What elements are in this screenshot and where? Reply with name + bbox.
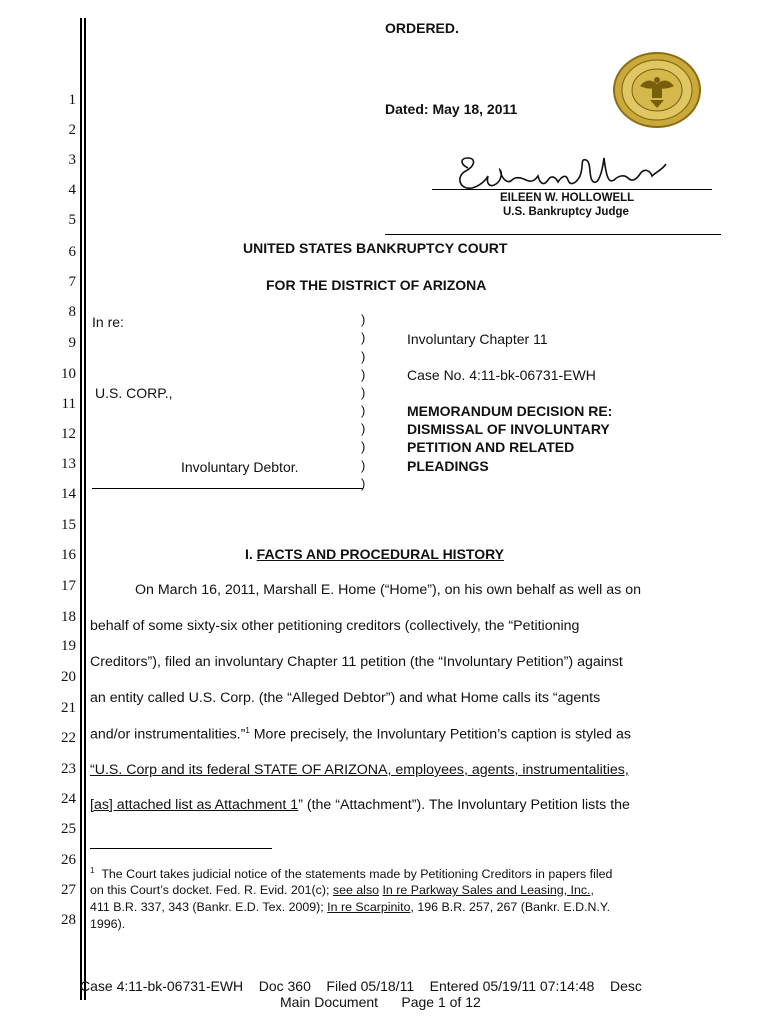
footnote-line bbox=[90, 900, 610, 914]
footnote-line bbox=[90, 866, 612, 881]
line-number: 23 bbox=[61, 761, 76, 777]
body-line: Creditors”), filed an involuntary Chapter 11 petition (the “Involuntary Petition”) against bbox=[90, 654, 623, 670]
caption-debtor-role: Involuntary Debtor. bbox=[181, 459, 299, 475]
line-number: 11 bbox=[61, 396, 76, 412]
caption-debtor: U.S. CORP., bbox=[95, 385, 173, 401]
judge-title: U.S. Bankruptcy Judge bbox=[503, 206, 629, 218]
line-number: 24 bbox=[61, 791, 76, 807]
court-district: FOR THE DISTRICT OF ARIZONA bbox=[266, 277, 487, 293]
line-number: 28 bbox=[61, 912, 76, 928]
footnote-text: The Court takes judicial notice of the statements made by Petitioning Creditors in papers filed bbox=[101, 867, 613, 882]
filing-stamp-line: Case 4:11-bk-06731-EWH Doc 360 Filed 05/18/11 Entered 05/19/11 07:14:48 Desc bbox=[80, 978, 642, 994]
footnote-line bbox=[90, 883, 594, 897]
line-number: 2 bbox=[68, 122, 76, 138]
ordered-label: ORDERED. bbox=[385, 20, 459, 36]
caption-paren: ) bbox=[361, 458, 366, 473]
caption-in-re: In re: bbox=[92, 314, 124, 330]
footnote-text: on this Court’s docket. Fed. R. Evid. 201(c); bbox=[90, 883, 333, 897]
caption-chapter: Involuntary Chapter 11 bbox=[407, 331, 548, 347]
caption-paren: ) bbox=[361, 312, 366, 327]
footnote-rule bbox=[90, 848, 272, 849]
margin-rule-outer bbox=[80, 18, 82, 1000]
footnote-citation: In re Parkway Sales and Leasing, Inc. bbox=[382, 883, 591, 897]
footnote-text: 411 B.R. 337, 343 (Bankr. E.D. Tex. 2009); bbox=[90, 900, 328, 914]
section-number: I. bbox=[245, 546, 257, 562]
footnote-text: , bbox=[590, 883, 594, 897]
line-number: 18 bbox=[61, 609, 76, 625]
caption-case-number: Case No. 4:11-bk-06731-EWH bbox=[407, 367, 596, 383]
body-text: ” (the “Attachment”). The Involuntary Petition lists the bbox=[298, 797, 630, 813]
caption-title-line: PLEADINGS bbox=[407, 458, 489, 474]
line-number: 27 bbox=[61, 882, 76, 898]
line-number: 8 bbox=[68, 304, 76, 320]
judge-signature-icon bbox=[456, 150, 686, 198]
body-line bbox=[90, 726, 631, 743]
line-number: 4 bbox=[68, 182, 76, 198]
body-line: “U.S. Corp and its federal STATE OF ARIZONA, employees, agents, instrumentalities, bbox=[90, 762, 629, 778]
line-number: 7 bbox=[68, 274, 76, 290]
header-rule bbox=[385, 234, 721, 235]
body-line bbox=[90, 797, 630, 813]
line-number: 16 bbox=[61, 547, 76, 563]
court-name: UNITED STATES BANKRUPTCY COURT bbox=[243, 240, 508, 256]
caption-rule bbox=[92, 488, 363, 489]
caption-paren: ) bbox=[361, 439, 366, 454]
dated-line: Dated: May 18, 2011 bbox=[385, 101, 518, 117]
caption-paren: ) bbox=[361, 367, 366, 382]
body-text: and/or instrumentalities.” bbox=[90, 726, 246, 743]
line-number: 19 bbox=[61, 638, 76, 654]
filing-stamp-page: Main Document Page 1 of 12 bbox=[280, 994, 481, 1010]
body-text: More precisely, the Involuntary Petition’s caption is styled as bbox=[249, 726, 631, 743]
caption-paren: ) bbox=[361, 403, 366, 418]
line-number: 14 bbox=[61, 486, 76, 502]
caption-title-line: PETITION AND RELATED bbox=[407, 439, 575, 455]
caption-paren: ) bbox=[361, 385, 366, 400]
line-number: 12 bbox=[61, 426, 76, 442]
line-number: 6 bbox=[68, 244, 76, 260]
footnote-text: , 196 B.R. 257, 267 (Bankr. E.D.N.Y. bbox=[410, 900, 611, 914]
line-number: 13 bbox=[61, 456, 76, 472]
line-number: 3 bbox=[68, 152, 76, 168]
line-number: 22 bbox=[61, 730, 76, 746]
caption-title-line: DISMISSAL OF INVOLUNTARY bbox=[407, 421, 610, 437]
body-line: behalf of some sixty-six other petitioning creditors (collectively, the “Petitioning bbox=[90, 618, 580, 634]
judge-name: EILEEN W. HOLLOWELL bbox=[500, 192, 635, 204]
line-number: 9 bbox=[68, 335, 76, 351]
signature-rule bbox=[432, 189, 712, 190]
body-line: On March 16, 2011, Marshall E. Home (“Home”), on his own behalf as well as on bbox=[135, 582, 641, 598]
body-line: an entity called U.S. Corp. (the “Alleged Debtor”) and what Home calls its “agents bbox=[90, 690, 601, 706]
caption-paren: ) bbox=[361, 476, 366, 491]
caption-paren: ) bbox=[361, 349, 366, 364]
body-text: [as] attached list as Attachment 1 bbox=[90, 797, 299, 813]
line-number: 25 bbox=[61, 821, 76, 837]
section-title: FACTS AND PROCEDURAL HISTORY bbox=[256, 546, 505, 562]
footnote-signal: see also bbox=[332, 883, 380, 897]
line-number: 26 bbox=[61, 852, 76, 868]
line-number: 1 bbox=[68, 92, 76, 108]
court-seal-icon bbox=[612, 52, 702, 128]
caption-title-line: MEMORANDUM DECISION RE: bbox=[407, 403, 613, 419]
line-number: 10 bbox=[61, 366, 76, 382]
line-number: 5 bbox=[68, 212, 76, 228]
footnote-mark: 1 bbox=[90, 866, 95, 875]
footnote-line: 1996). bbox=[90, 917, 126, 931]
footnote-reference: 1 bbox=[245, 726, 250, 735]
caption-paren: ) bbox=[361, 330, 366, 345]
footnote-citation: In re Scarpinito bbox=[327, 900, 411, 914]
section-heading bbox=[245, 546, 504, 562]
caption-paren: ) bbox=[361, 421, 366, 436]
line-number: 21 bbox=[61, 700, 76, 716]
line-number: 17 bbox=[61, 578, 76, 594]
line-number: 15 bbox=[61, 517, 76, 533]
line-number: 20 bbox=[61, 669, 76, 685]
margin-rule-inner bbox=[84, 18, 86, 1000]
